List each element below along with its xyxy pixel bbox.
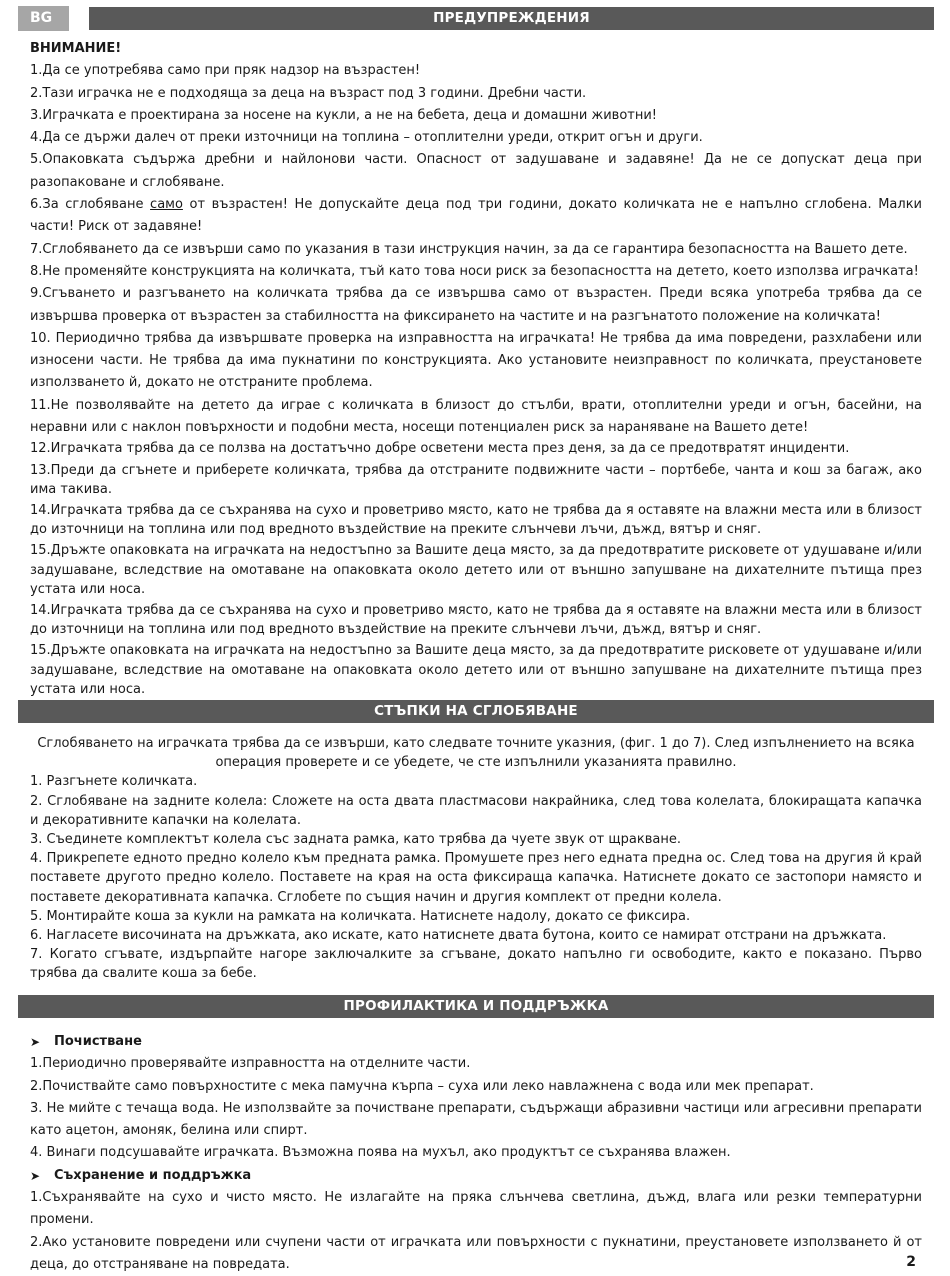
- language-tab: BG: [18, 6, 69, 31]
- assembly-title-bar: СТЪПКИ НА СГЛОБЯВАНЕ: [18, 700, 934, 723]
- warning-item: 1.Да се употребява само при пряк надзор на възрастен!: [30, 63, 421, 79]
- warning-item: 12.Играчката трябва да се ползва на достатъчно добре осветени места през деня, за да се предотвратят инциденти.: [30, 441, 850, 457]
- arrow-bullet-icon: ➤: [30, 1035, 41, 1049]
- arrow-bullet-icon: ➤: [30, 1168, 41, 1183]
- warning-item-emphasis: само: [150, 197, 183, 213]
- cleaning-item: 2.Почиствайте само повърхностите с мека памучна кърпа – суха или леко навлажнена с вода или мек препарат.: [30, 1078, 814, 1094]
- cleaning-item: 3. Не мийте с течаща вода. Не използвайте за почистване препарати, съдържащи абразивни частици или агресивни препарати като ацетон, амоняк, белина или спирт.: [30, 1100, 922, 1139]
- warning-item: 11.Не позволявайте на детето да играе с количката в близост до стълби, врати, отоплителни уреди и огън, басейни, на неравни или с наклон повърхности и подобни места, носещи потенциален риск за нараняване на Вашето дете!: [30, 397, 922, 436]
- warning-item: 2.Тази играчка не е подходяща за деца на възраст под 3 години. Дребни части.: [30, 85, 587, 101]
- warning-item: 15.Дръжте опаковката на играчката на недостъпно за Вашите деца място, за да предотвратите рисковете от удушаване и/или задушаване, вследствие на омотаване на опаковката около детето или от външно запушване на дихателните пътища през устата или носа.: [30, 543, 922, 597]
- warning-item-text: от възрастен! Не допускайте деца под три години, докато количката не е напълно сглобена. Малки части! Риск от задавяне!: [30, 197, 923, 235]
- assembly-intro: Сглобяването на играчката трябва да се извърши, като следвате точните указния, (фиг. 1 до 7). След изпълнението на всяка операция проверете и се убедете, че сте изпълнили указанията правилно.: [37, 736, 915, 771]
- warning-item: 3.Играчката е проектирана за носене на кукли, а не на бебета, деца и домашни животни!: [30, 107, 658, 123]
- warnings-section: [30, 38, 922, 699]
- warning-item: 14.Играчката трябва да се съхранява на сухо и проветриво място, като не трябва да я оставяте на влажни места или в близост до източници на топлина или под вредното въздействие на преките слънчеви лъчи, дъжд, вятър и сняг.: [30, 602, 922, 638]
- warning-item: 8.Не променяйте конструкцията на количката, тъй като това носи риск за безопасността на детето, което използва играчката!: [30, 263, 919, 279]
- assembly-step: 2. Сглобяване на задните колела: Сложете на оста двата пластмасови накрайника, след това колелата, блокиращата капачка и декоративните капачки на колелата.: [30, 793, 922, 828]
- warning-item: 9.Сгъването и разгъването на количката трябва да се извършва само от възрастен. Преди всяка употреба трябва да се извършва проверка от възрастен за стабилността на фиксирането на частите и на разгънатото положение на количката!: [30, 286, 922, 324]
- cleaning-heading-label: Почистване: [54, 1034, 142, 1049]
- warning-item: 5.Опаковката съдържа дребни и найлонови части. Опасност от задушаване и задавяне! Да не се допускат деца при разопаковане и сглобяване.: [30, 152, 922, 190]
- care-title-bar: ПРОФИЛАКТИКА И ПОДДРЪЖКА: [18, 995, 934, 1018]
- warning-item: 14.Играчката трябва да се съхранява на сухо и проветриво място, като не трябва да я оставяте на влажни места или в близост до източници на топлина или под вредното въздействие на преките слънчеви лъчи, дъжд, вятър и сняг.: [30, 502, 922, 538]
- page-number: 2: [906, 1254, 916, 1270]
- assembly-step: 4. Прикрепете едното предно колело към предната рамка. Промушете през него едната предна ос. След това на другия й край поставете другото предно колело. Поставете на края на оста фиксираща капачка. Натиснете докато се застопори намясто и поставете декоративната капачка. Сглобете по същия начин и другия комплект от предни колела.: [30, 851, 922, 905]
- warning-item: [30, 194, 922, 239]
- warning-heading: ВНИМАНИЕ!: [30, 41, 122, 56]
- storage-heading: [30, 1165, 922, 1187]
- storage-item: 2.Ако установите повредени или счупени части от играчката или повърхности с пукнатини, преустановете използването й от деца, до отстраняване на повредата.: [30, 1234, 922, 1272]
- warning-item: 15.Дръжте опаковката на играчката на недостъпно за Вашите деца място, за да предотвратите рисковете от удушаване и/или задушаване, вследствие на омотаване на опаковката около детето или от външно запушване на дихателните пътища през устата или носа.: [30, 643, 922, 697]
- assembly-step: 6. Нагласете височината на дръжката, ако искате, като натиснете двата бутона, които се намират отстрани на дръжката.: [30, 928, 887, 944]
- assembly-section: [30, 734, 922, 984]
- assembly-step: 5. Монтирайте коша за кукли на рамката на количката. Натиснете надолу, докато се фиксира.: [30, 908, 691, 924]
- assembly-step: 3. Съединете комплектът колела със задната рамка, като трябва да чуете звук от щракване.: [30, 832, 681, 848]
- warning-item: 7.Сглобяването да се извърши само по указания в тази инструкция начин, за да се гарантира безопасността на Вашето дете.: [30, 241, 908, 257]
- warnings-title-bar: ПРЕДУПРЕЖДЕНИЯ: [89, 7, 934, 30]
- cleaning-heading: [30, 1031, 922, 1053]
- cleaning-item: 1.Периодично проверявайте изправността на отделните части.: [30, 1056, 471, 1072]
- warning-item: 4.Да се държи далеч от преки източници на топлина – отоплителни уреди, открит огън и други.: [30, 130, 703, 146]
- warning-item: 10. Периодично трябва да извършвате проверка на изправността на играчката! Не трябва да има повредени, разхлабени или износени части. Не трябва да има пукнатини по конструкцията. Ако установите неизправност по количката, преустановете използването й, докато не отстраните проблема.: [30, 330, 922, 391]
- assembly-step: 1. Разгънете количката.: [30, 774, 198, 790]
- care-section: [30, 1031, 922, 1276]
- cleaning-item: 4. Винаги подсушавайте играчката. Възможна поява на мухъл, ако продуктът се съхранява влажен.: [30, 1145, 731, 1161]
- warning-item-text: 6.За сглобяване: [30, 197, 151, 213]
- warning-item: 13.Преди да сгънете и приберете количката, трябва да отстраните подвижните части – портбебе, чанта и кош за багаж, ако има такива.: [30, 462, 922, 497]
- storage-heading-label: Съхранение и поддръжка: [54, 1167, 252, 1183]
- assembly-step: 7. Когато сгъвате, издърпайте нагоре заключалките за сгъване, докато напълно ги освободите, както е показано. Първо трябва да свалите коша за бебе.: [30, 947, 922, 982]
- storage-item: 1.Съхранявайте на сухо и чисто място. Не излагайте на пряка слънчева светлина, дъжд, влага или резки температурни промени.: [30, 1190, 922, 1228]
